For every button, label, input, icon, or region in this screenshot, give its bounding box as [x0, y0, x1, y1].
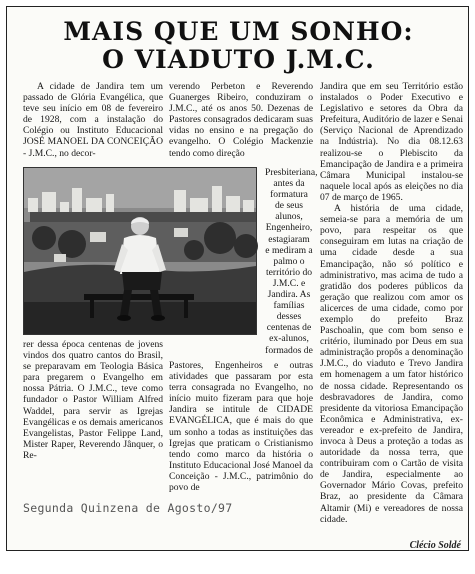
article-paragraph: Pastores, Engenheiros e outras atividades que passaram por esta terra consagrada no Evangelho, no início muito fizeram para que hoje Jandira se intitule de CIDADE EVANGÉLICA, que é mais do que um sonho a todas as instituições das Igrejas que praticam o Cristianismo tendo como marco da história o Instituto Educacional José Manoel da Conceição - J.M.C., patrimônio do povo de	[169, 360, 313, 494]
clipping-date-note: Segunda Quinzena de Agosto/97	[23, 501, 233, 515]
article-column-1-bottom	[23, 339, 163, 497]
headline-line-2: O VIADUTO J.M.C.	[102, 45, 375, 74]
article-photo	[23, 167, 257, 335]
article-paragraph: Presbiteriana, antes da formatura de seus alunos, Engenheiro, estagiaram e mediram a palmo o território do J.M.C. e Jandira. As famílias desses centenas de ex-alunos, formados de	[265, 167, 318, 356]
photo-icon	[24, 168, 256, 334]
article-column-3	[320, 81, 463, 549]
newspaper-clipping	[6, 6, 469, 551]
article-paragraph: verendo Perbeton e Reverendo Guanerges Ribeiro, conduziram o J.M.C., até os anos 50. Dezenas de Pastores consagrados dedicaram suas vidas no ensino e na pregação do evangelho. O Colégio Mackenzie tendo como direção	[169, 81, 313, 159]
article-paragraph: A história de uma cidade, semeia-se para a memória de um povo, para respeitar os que conseguiram em lutas na criação de uma cidade desde a sua Emancipação, não só político e administrativo, mas acima de tudo a gratidão dos poderes públicos da geração que realizou com amor os alicerces de uma cidade, como por exemplo do prefeito Braz Paschoalin, que com bom senso e critério, iluminado por Deus em sua administração propôs a denominação J.M.C., do viaduto e Trevo Jandira em homenagem a um fator histórico de nossa cidade. Representando os desbravadores de Jandira, como presidente da vitoriosa Emancipação Econômica e Administrativa, ex-vereador e ex-prefeito de Jandira, invoca à Deus a proteção a todas as autoridade da nossa terra, que contribuiram com o Cartão de visita de Jandira, especialmente ao Governador Mário Covas, prefeito Braz, ao presidente da Câmara Altamir (Mi) e vereadores de nossa cidade.	[320, 203, 463, 525]
article-column-2-bottom	[169, 360, 313, 500]
article-paragraph: rer dessa época centenas de jovens vindos dos quatro cantos do Brasil, se preparavam em Teologia Básica para pregarem o Evangelho em nossa Pátria. O J.M.C., teve como fundador o Pastor William Alfred Waddel, para servir as Igrejas Evangélicas e os demais americanos Evangelistas, Pastor Felippe Land, Mister Raper, Reverendo Jânquer, o Re-	[23, 339, 163, 461]
headline-line-1: MAIS QUE UM SONHO:	[63, 17, 414, 46]
article-column-2-top	[169, 81, 313, 175]
article-paragraph: A cidade de Jandira tem um passado de Glória Evangélica, que teve seu início em 08 de fevereiro de 1928, com a instalação do Colégio ou Instituto Educacional JOSÉ MANOEL DA CONCEIÇÃO - J.M.C., no decor-	[23, 81, 163, 159]
article-column-1-top	[23, 81, 163, 159]
article-paragraph: Jandira que em seu Território estão instalados o Poder Executivo e Legislativo e setores da Obra da Prefeitura, Auditório de lazer e Senai (Serviço Nacional de Aprendizado na Indústria). No dia 08.12.63 realizou-se o Plebiscito da Emancipação de Jandira e a primeira Câmara Municipal instalou-se naquele local após as eleições no dia 07 de março de 1965.	[320, 81, 463, 203]
author-byline: Clécio Soldé	[409, 540, 461, 551]
article-column-2-beside-photo	[265, 167, 318, 359]
